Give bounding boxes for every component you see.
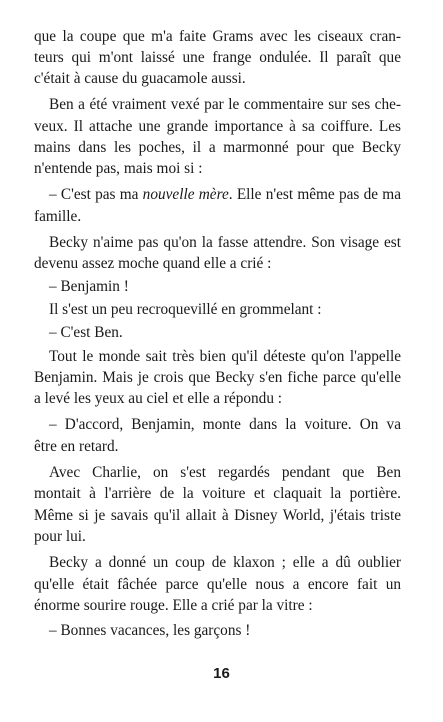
text-line: – D'accord, Benjamin, monte dans la voiture. On va bbox=[49, 416, 401, 433]
text-line: c'était à cause du guacamole aussi. bbox=[34, 70, 246, 87]
text-line: Avec Charlie, on s'est regardés pendant que Ben bbox=[49, 464, 401, 481]
text-line: veux. Il attache une grande importance à sa coiffure. Les bbox=[34, 118, 401, 135]
text-segment: . Elle n'est même pas de ma bbox=[228, 186, 401, 203]
text-line: teurs qui m'ont laissé une frange ondulée. Il paraît que bbox=[34, 49, 401, 66]
text-line: – C'est Ben. bbox=[49, 324, 123, 341]
text-line: que la coupe que m'a faite Grams avec les ciseaux cran- bbox=[34, 28, 401, 45]
text-line: famille. bbox=[34, 208, 82, 225]
text-line: montait à l'arrière de la voiture et claquait la portière. bbox=[34, 485, 401, 502]
text-line: n'entende pas, mais moi si : bbox=[34, 160, 203, 177]
text-line: qu'elle était fâchée parce qu'elle nous a encore fait un bbox=[34, 576, 401, 593]
text-line: Il s'est un peu recroquevillé en grommelant : bbox=[49, 301, 322, 318]
text-line: Benjamin. Mais je crois que Becky s'en fiche parce qu'elle bbox=[34, 369, 401, 386]
text-line: – Bonnes vacances, les garçons ! bbox=[49, 622, 251, 639]
text-line: Tout le monde sait très bien qu'il déteste qu'on l'appelle bbox=[49, 348, 401, 365]
text-line: mains dans les poches, il a marmonné pour que Becky bbox=[34, 139, 401, 156]
text-line: Becky n'aime pas qu'on la fasse attendre. Son visage est bbox=[49, 234, 401, 251]
text-line: être en retard. bbox=[34, 438, 119, 455]
text-line: pour lui. bbox=[34, 528, 86, 545]
page-number: 16 bbox=[213, 665, 230, 682]
italic-text-segment: nouvelle mère bbox=[142, 186, 229, 203]
text-line: devenu assez moche quand elle a crié : bbox=[34, 255, 272, 272]
text-segment: – C'est pas ma bbox=[49, 186, 143, 203]
text-line bbox=[49, 184, 401, 205]
text-line: Becky a donné un coup de klaxon ; elle a dû oublier bbox=[49, 554, 401, 571]
text-line: Ben a été vraiment vexé par le commentaire sur ses che- bbox=[49, 96, 401, 113]
text-line: énorme sourire rouge. Elle a crié par la vitre : bbox=[34, 597, 313, 614]
text-line: a levé les yeux au ciel et elle a répondu : bbox=[34, 390, 283, 407]
text-line: Même si je savais qu'il allait à Disney World, j'étais triste bbox=[34, 507, 401, 524]
text-line: – Benjamin ! bbox=[49, 278, 129, 295]
